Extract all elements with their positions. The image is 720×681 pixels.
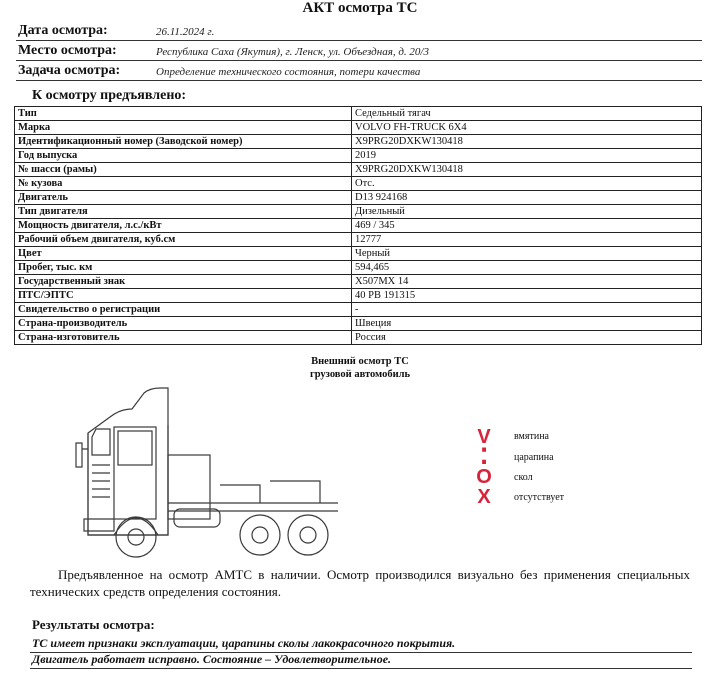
meta-row-place bbox=[16, 41, 702, 61]
mirror bbox=[76, 443, 88, 467]
spec-key: Рабочий объем двигателя, куб.см bbox=[15, 233, 352, 247]
legend-label-missing: отсутствует bbox=[514, 492, 565, 503]
results-line-2: Двигатель работает исправно. Состояние – Удовлетворительное. bbox=[32, 652, 392, 666]
spec-key: № шасси (рамы) bbox=[15, 163, 352, 177]
table-row bbox=[15, 135, 702, 149]
spec-key: Цвет bbox=[15, 247, 352, 261]
rear-wheel-2 bbox=[288, 515, 328, 555]
exterior-title-line1: Внешний осмотр ТС bbox=[311, 356, 409, 367]
results-line-1: ТС имеет признаки эксплуатации, царапины сколы лакокрасочного покрытия. bbox=[32, 636, 456, 650]
table-row bbox=[15, 177, 702, 191]
spec-key: Пробег, тыс. км bbox=[15, 261, 352, 275]
grille-lines bbox=[92, 465, 110, 497]
spec-key: № кузова bbox=[15, 177, 352, 191]
door-window bbox=[118, 431, 152, 465]
spec-value: Черный bbox=[352, 247, 702, 261]
spec-value: Россия bbox=[352, 331, 702, 345]
chip-icon: O bbox=[476, 466, 492, 488]
rear-hub-1 bbox=[252, 527, 268, 543]
spec-value: Дизельный bbox=[352, 205, 702, 219]
inspection-paragraph: Предъявленное на осмотр АМТС в наличии. Осмотр производился визуально без применения специальных технических средств определения состояния. bbox=[30, 567, 690, 599]
dent-icon: V bbox=[477, 426, 491, 448]
spec-value: - bbox=[352, 303, 702, 317]
table-row bbox=[15, 163, 702, 177]
spec-key: Тип двигателя bbox=[15, 205, 352, 219]
exterior-title bbox=[0, 355, 720, 381]
meta-value: Республика Саха (Якутия), г. Ленск, ул. Объездная, д. 20/3 bbox=[156, 46, 429, 58]
spec-value: 12777 bbox=[352, 233, 702, 247]
meta-value: 26.11.2024 г. bbox=[156, 26, 215, 38]
document-title: АКТ осмотра ТС bbox=[302, 0, 418, 16]
exterior-title-line2: грузовой автомобиль bbox=[309, 369, 411, 380]
spec-value: Седельный тягач bbox=[352, 107, 702, 121]
results-title: Результаты осмотра: bbox=[32, 617, 155, 632]
table-row bbox=[15, 247, 702, 261]
spec-key: Тип bbox=[15, 107, 352, 121]
rear-hub-2 bbox=[300, 527, 316, 543]
spec-key: Страна-производитель bbox=[15, 317, 352, 331]
spec-value: Швеция bbox=[352, 317, 702, 331]
spec-value: X9PRG20DXKW130418 bbox=[352, 135, 702, 149]
table-row bbox=[15, 233, 702, 247]
meta-value: Определение технического состояния, потери качества bbox=[156, 66, 421, 78]
spec-key: Страна-изготовитель bbox=[15, 331, 352, 345]
windshield bbox=[92, 429, 110, 455]
spec-value: 2019 bbox=[352, 149, 702, 163]
spec-key: Идентификационный номер (Заводской номер) bbox=[15, 135, 352, 149]
chassis-frame bbox=[168, 481, 338, 511]
table-row bbox=[15, 275, 702, 289]
truck-diagram bbox=[70, 385, 350, 565]
spec-value: VOLVO FH-TRUCK 6X4 bbox=[352, 121, 702, 135]
spec-key: Год выпуска bbox=[15, 149, 352, 163]
table-row bbox=[15, 191, 702, 205]
table-row bbox=[15, 205, 702, 219]
spec-key: Государственный знак bbox=[15, 275, 352, 289]
fuel-tank bbox=[174, 509, 220, 527]
spec-key: ПТС/ЭПТС bbox=[15, 289, 352, 303]
missing-icon: X bbox=[477, 486, 491, 508]
meta-row-date bbox=[16, 21, 702, 41]
table-row bbox=[15, 261, 702, 275]
meta-label: Место осмотра: bbox=[18, 43, 117, 58]
table-row bbox=[15, 303, 702, 317]
door bbox=[114, 427, 156, 519]
table-row bbox=[15, 289, 702, 303]
spec-value: 469 / 345 bbox=[352, 219, 702, 233]
spec-key: Марка bbox=[15, 121, 352, 135]
front-hub bbox=[128, 529, 144, 545]
table-row bbox=[15, 219, 702, 233]
meta-label: Задача осмотра: bbox=[18, 63, 121, 78]
legend-label-scratch: царапина bbox=[514, 452, 554, 463]
spec-value: D13 924168 bbox=[352, 191, 702, 205]
divider bbox=[30, 668, 692, 669]
table-row bbox=[15, 107, 702, 121]
rear-wheel-1 bbox=[240, 515, 280, 555]
table-row bbox=[15, 121, 702, 135]
spec-value: Х507МХ 14 bbox=[352, 275, 702, 289]
spec-value: Отс. bbox=[352, 177, 702, 191]
spec-key: Двигатель bbox=[15, 191, 352, 205]
table-row bbox=[15, 317, 702, 331]
meta-label: Дата осмотра: bbox=[18, 23, 108, 38]
meta-row-task bbox=[16, 61, 702, 81]
spec-value: 40 РВ 191315 bbox=[352, 289, 702, 303]
spec-value: X9PRG20DXKW130418 bbox=[352, 163, 702, 177]
front-wheel bbox=[116, 517, 156, 557]
legend-label-chip: скол bbox=[514, 472, 533, 483]
legend-label-dent: вмятина bbox=[514, 431, 549, 442]
spec-value: 594,465 bbox=[352, 261, 702, 275]
damage-legend bbox=[468, 426, 598, 512]
scratch-icon: ⁚ bbox=[479, 444, 489, 469]
spec-key: Мощность двигателя, л.с./кВт bbox=[15, 219, 352, 233]
table-row bbox=[15, 149, 702, 163]
table-row bbox=[15, 331, 702, 345]
spec-key: Свидетельство о регистрации bbox=[15, 303, 352, 317]
specs-table bbox=[14, 106, 702, 345]
section-title: К осмотру предъявлено: bbox=[32, 88, 187, 103]
fender bbox=[114, 518, 158, 535]
